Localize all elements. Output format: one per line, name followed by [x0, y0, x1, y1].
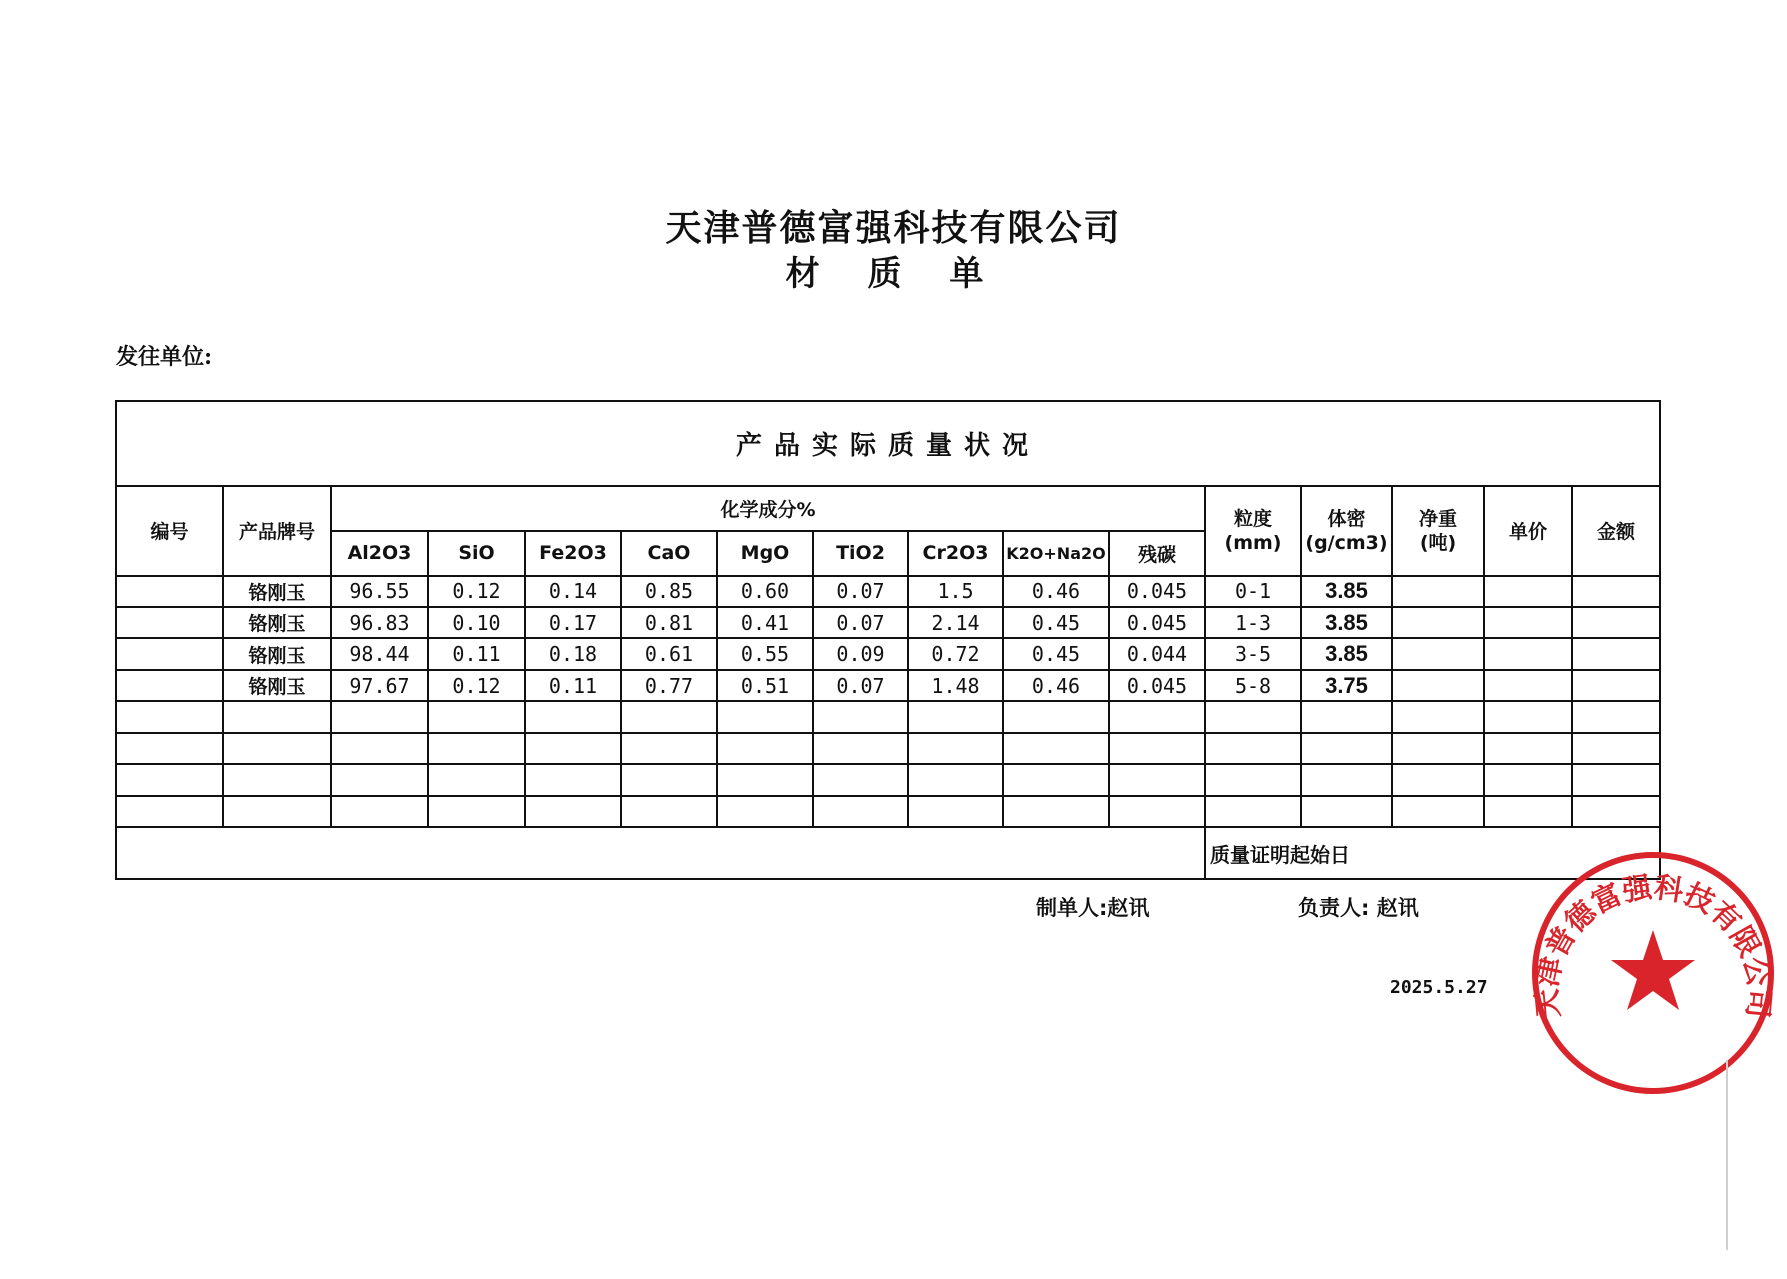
- empty-cell: [717, 796, 813, 828]
- cell-number: [116, 670, 223, 701]
- cell-chem: 96.55: [331, 576, 428, 607]
- cell-net-weight: [1392, 607, 1484, 638]
- table-row: [116, 670, 1660, 701]
- cell-grain-size: 3-5: [1205, 638, 1301, 669]
- empty-cell: [621, 701, 717, 732]
- cell-chem: 1.48: [908, 670, 1003, 701]
- empty-cell: [1003, 733, 1109, 764]
- cell-chem: 0.18: [525, 638, 621, 669]
- cell-net-weight: [1392, 638, 1484, 669]
- empty-cell: [1301, 764, 1392, 795]
- header-mgo: MgO: [717, 531, 813, 576]
- empty-cell: [813, 701, 908, 732]
- cell-unit-price: [1484, 670, 1572, 701]
- cell-chem: 0.45: [1003, 607, 1109, 638]
- cell-chem: 0.11: [428, 638, 525, 669]
- header-density: [1301, 486, 1392, 575]
- header-row-1: [116, 486, 1660, 531]
- empty-cell: [1205, 701, 1301, 732]
- cell-chem: 0.81: [621, 607, 717, 638]
- data-rows: [116, 576, 1660, 828]
- empty-cell: [908, 701, 1003, 732]
- empty-row: [116, 701, 1660, 732]
- cell-brand: 铬刚玉: [223, 576, 331, 607]
- certificate-row: [116, 827, 1660, 879]
- responsible-signature: [1298, 892, 1419, 922]
- cell-grain-size: 0-1: [1205, 576, 1301, 607]
- empty-cell: [428, 733, 525, 764]
- empty-cell: [1003, 701, 1109, 732]
- cell-chem: 97.67: [331, 670, 428, 701]
- cell-chem: 0.55: [717, 638, 813, 669]
- grain-size-unit: (mm): [1224, 531, 1282, 554]
- cell-chem: 0.045: [1109, 670, 1205, 701]
- cell-chem: 0.11: [525, 670, 621, 701]
- empty-cell: [223, 733, 331, 764]
- empty-cell: [813, 733, 908, 764]
- cell-unit-price: [1484, 576, 1572, 607]
- header-tio2: TiO2: [813, 531, 908, 576]
- document-title: 材 质 单: [785, 254, 1002, 294]
- empty-cell: [525, 796, 621, 828]
- cell-density: 3.85: [1301, 576, 1392, 607]
- cell-number: [116, 607, 223, 638]
- empty-cell: [1484, 764, 1572, 795]
- header-unit-price: 单价: [1484, 486, 1572, 575]
- cell-net-weight: [1392, 670, 1484, 701]
- cell-chem: 0.12: [428, 576, 525, 607]
- section-title-row: [116, 401, 1660, 486]
- cell-unit-price: [1484, 638, 1572, 669]
- empty-cell: [1392, 733, 1484, 764]
- cell-brand: 铬刚玉: [223, 607, 331, 638]
- section-title: 产品实际质量状况: [116, 401, 1660, 486]
- net-weight-label: 净重: [1418, 507, 1457, 530]
- cell-density: 3.75: [1301, 670, 1392, 701]
- table-row: [116, 638, 1660, 669]
- cell-chem: 0.07: [813, 670, 908, 701]
- empty-cell: [908, 764, 1003, 795]
- empty-cell: [331, 764, 428, 795]
- cell-chem: 96.83: [331, 607, 428, 638]
- cell-chem: 0.17: [525, 607, 621, 638]
- empty-cell: [116, 764, 223, 795]
- empty-cell: [1301, 796, 1392, 828]
- seal-star-icon: [1611, 930, 1695, 1010]
- empty-cell: [525, 764, 621, 795]
- header-amount: 金额: [1572, 486, 1660, 575]
- cell-density: 3.85: [1301, 607, 1392, 638]
- header-k2o-na2o: K2O+Na2O: [1003, 531, 1109, 576]
- quality-table: [115, 400, 1661, 880]
- cell-chem: 0.12: [428, 670, 525, 701]
- cell-chem: 0.045: [1109, 576, 1205, 607]
- cell-chem: 0.60: [717, 576, 813, 607]
- cell-chem: 98.44: [331, 638, 428, 669]
- cell-unit-price: [1484, 607, 1572, 638]
- empty-cell: [717, 764, 813, 795]
- recipient-label: 发往单位:: [116, 344, 213, 370]
- cell-amount: [1572, 607, 1660, 638]
- empty-cell: [1301, 701, 1392, 732]
- cell-net-weight: [1392, 576, 1484, 607]
- header-residual-carbon: 残碳: [1109, 531, 1205, 576]
- cell-amount: [1572, 638, 1660, 669]
- header-fe2o3: Fe2O3: [525, 531, 621, 576]
- empty-row: [116, 796, 1660, 828]
- responsible-label: 负责人:: [1298, 896, 1370, 920]
- cell-chem: 0.044: [1109, 638, 1205, 669]
- scan-edge-line: [1726, 1060, 1728, 1250]
- empty-cell: [1392, 764, 1484, 795]
- certificate-blank: [116, 827, 1205, 879]
- empty-cell: [621, 796, 717, 828]
- cell-chem: 0.09: [813, 638, 908, 669]
- empty-cell: [1109, 796, 1205, 828]
- maker-label: 制单人:: [1036, 896, 1108, 920]
- company-seal: [1528, 848, 1778, 1098]
- empty-row: [116, 733, 1660, 764]
- empty-cell: [1205, 764, 1301, 795]
- cell-chem: 0.07: [813, 576, 908, 607]
- cell-chem: 0.14: [525, 576, 621, 607]
- cell-chem: 0.51: [717, 670, 813, 701]
- header-chem-group: 化学成分%: [331, 486, 1205, 531]
- cell-chem: 0.46: [1003, 670, 1109, 701]
- empty-cell: [1109, 764, 1205, 795]
- cell-amount: [1572, 576, 1660, 607]
- cell-chem: 0.61: [621, 638, 717, 669]
- empty-cell: [331, 701, 428, 732]
- cell-chem: 0.41: [717, 607, 813, 638]
- empty-cell: [813, 764, 908, 795]
- empty-cell: [116, 701, 223, 732]
- cell-amount: [1572, 670, 1660, 701]
- empty-cell: [223, 796, 331, 828]
- empty-cell: [1572, 764, 1660, 795]
- empty-cell: [1572, 701, 1660, 732]
- cell-chem: 2.14: [908, 607, 1003, 638]
- maker-name: 赵讯: [1107, 896, 1150, 920]
- empty-cell: [1205, 733, 1301, 764]
- header-grain-size: [1205, 486, 1301, 575]
- table-row: [116, 607, 1660, 638]
- cell-number: [116, 638, 223, 669]
- empty-cell: [1572, 733, 1660, 764]
- empty-cell: [621, 733, 717, 764]
- cell-chem: 0.045: [1109, 607, 1205, 638]
- header-cao: CaO: [621, 531, 717, 576]
- empty-cell: [1392, 701, 1484, 732]
- empty-cell: [116, 796, 223, 828]
- header-brand: 产品牌号: [223, 486, 331, 575]
- cell-chem: 0.72: [908, 638, 1003, 669]
- cell-chem: 0.46: [1003, 576, 1109, 607]
- empty-cell: [1301, 733, 1392, 764]
- empty-cell: [428, 701, 525, 732]
- cell-chem: 1.5: [908, 576, 1003, 607]
- cell-number: [116, 576, 223, 607]
- empty-cell: [223, 764, 331, 795]
- empty-cell: [717, 733, 813, 764]
- header-sio: SiO: [428, 531, 525, 576]
- empty-cell: [908, 796, 1003, 828]
- empty-cell: [223, 701, 331, 732]
- responsible-name: 赵讯: [1376, 896, 1419, 920]
- company-name: 天津普德富强科技有限公司: [665, 207, 1122, 249]
- cell-chem: 0.77: [621, 670, 717, 701]
- cell-density: 3.85: [1301, 638, 1392, 669]
- density-unit: (g/cm3): [1305, 531, 1388, 554]
- empty-cell: [621, 764, 717, 795]
- empty-cell: [428, 796, 525, 828]
- empty-cell: [1003, 796, 1109, 828]
- cell-grain-size: 1-3: [1205, 607, 1301, 638]
- empty-cell: [1003, 764, 1109, 795]
- empty-cell: [1572, 796, 1660, 828]
- cell-brand: 铬刚玉: [223, 670, 331, 701]
- certificate-start-date-label: 质量证明起始日: [1205, 827, 1660, 879]
- empty-cell: [525, 701, 621, 732]
- empty-row: [116, 764, 1660, 795]
- density-label: 体密: [1327, 507, 1366, 530]
- empty-cell: [1392, 796, 1484, 828]
- cell-chem: 0.10: [428, 607, 525, 638]
- seal-text: 天津普德富强科技有限公司: [1529, 869, 1777, 1020]
- table-row: [116, 576, 1660, 607]
- empty-cell: [1484, 733, 1572, 764]
- cell-grain-size: 5-8: [1205, 670, 1301, 701]
- empty-cell: [717, 701, 813, 732]
- empty-cell: [813, 796, 908, 828]
- empty-cell: [1109, 701, 1205, 732]
- maker-signature: [1036, 892, 1149, 922]
- cell-brand: 铬刚玉: [223, 638, 331, 669]
- empty-cell: [908, 733, 1003, 764]
- empty-cell: [428, 764, 525, 795]
- header-net-weight: [1392, 486, 1484, 575]
- empty-cell: [525, 733, 621, 764]
- header-cr2o3: Cr2O3: [908, 531, 1003, 576]
- empty-cell: [1484, 796, 1572, 828]
- empty-cell: [331, 733, 428, 764]
- issue-date: 2025.5.27: [1390, 977, 1488, 998]
- cell-chem: 0.07: [813, 607, 908, 638]
- cell-chem: 0.45: [1003, 638, 1109, 669]
- empty-cell: [1205, 796, 1301, 828]
- grain-size-label: 粒度: [1233, 507, 1272, 530]
- header-number: 编号: [116, 486, 223, 575]
- empty-cell: [116, 733, 223, 764]
- header-al2o3: Al2O3: [331, 531, 428, 576]
- net-weight-unit: (吨): [1419, 531, 1457, 554]
- empty-cell: [1109, 733, 1205, 764]
- empty-cell: [331, 796, 428, 828]
- cell-chem: 0.85: [621, 576, 717, 607]
- empty-cell: [1484, 701, 1572, 732]
